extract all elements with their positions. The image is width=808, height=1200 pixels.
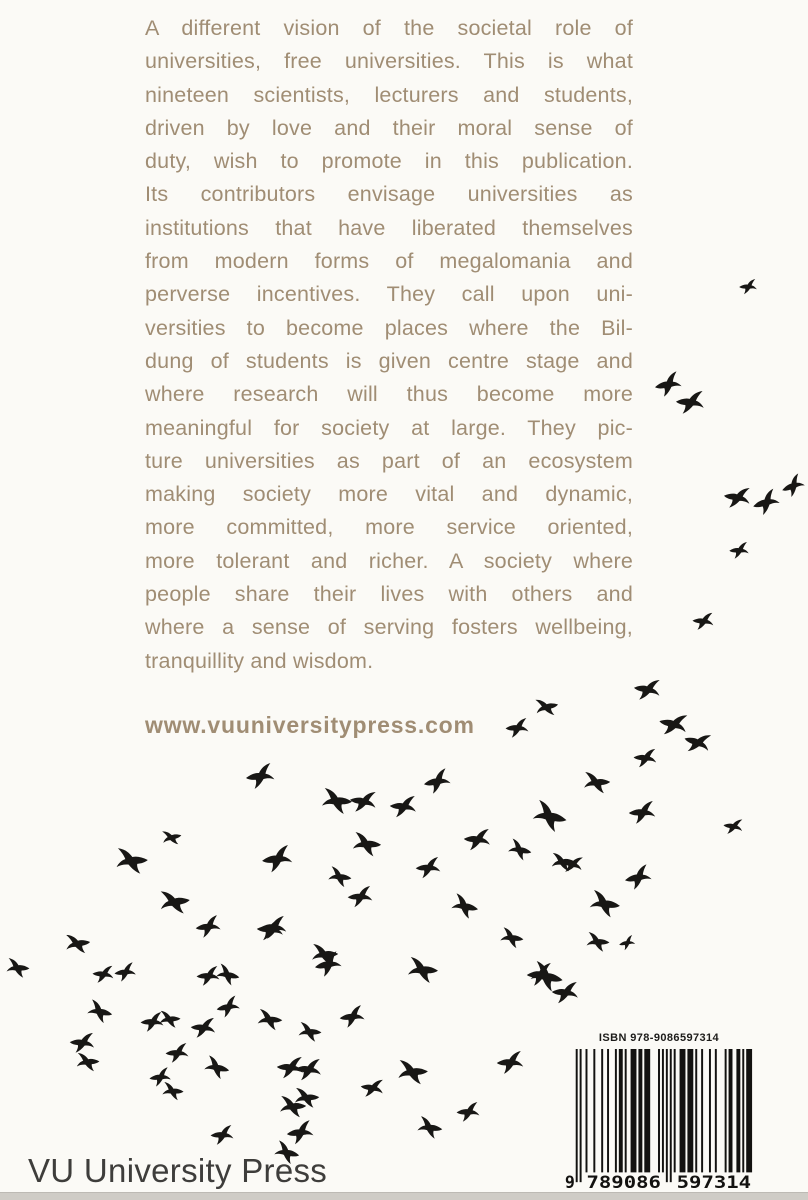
bird-silhouette-icon: [721, 816, 746, 837]
bird-silhouette-icon: [113, 845, 151, 877]
bird-silhouette-icon: [498, 927, 526, 950]
bird-silhouette-icon: [587, 890, 623, 920]
bird-silhouette-icon: [284, 1120, 316, 1147]
svg-text:9: 9: [564, 1173, 575, 1190]
isbn-label: ISBN 978-9086597314: [598, 1032, 720, 1044]
text-line: Its contributors envisage universities as: [145, 182, 633, 207]
bird-silhouette-icon: [201, 1055, 232, 1082]
bird-silhouette-icon: [292, 1057, 324, 1084]
text-line: people share their lives with others and: [145, 582, 633, 607]
bird-silhouette-icon: [679, 727, 715, 760]
bird-silhouette-icon: [387, 794, 419, 821]
bird-silhouette-icon: [673, 389, 707, 417]
svg-text:789086: 789086: [586, 1173, 661, 1190]
bird-silhouette-icon: [532, 694, 562, 721]
bird-silhouette-icon: [406, 957, 440, 984]
bird-silhouette-icon: [631, 747, 659, 770]
bird-silhouette-icon: [157, 1009, 183, 1030]
bird-silhouette-icon: [581, 770, 613, 797]
bird-silhouette-icon: [112, 962, 138, 983]
bird-silhouette-icon: [311, 951, 345, 980]
text-line: meaningful for society at large. They pic-: [145, 415, 633, 440]
text-line: versities to become places where the Bil-: [145, 315, 633, 340]
bird-silhouette-icon: [529, 799, 572, 836]
bird-silhouette-icon: [193, 915, 223, 940]
bird-silhouette-icon: [156, 887, 194, 920]
bird-silhouette-icon: [74, 1051, 102, 1074]
bird-silhouette-icon: [292, 1086, 322, 1111]
bird-silhouette-icon: [337, 1005, 367, 1030]
bird-silhouette-icon: [164, 1043, 190, 1064]
bird-silhouette-icon: [254, 917, 286, 944]
bird-silhouette-icon: [748, 488, 783, 519]
text-line: more tolerant and richer. A society where: [145, 548, 633, 573]
text-line: making society more vital and dynamic,: [145, 482, 633, 507]
bird-silhouette-icon: [585, 932, 611, 953]
text-line: dung of students is given centre stage and: [145, 348, 633, 373]
bird-silhouette-icon: [777, 472, 808, 500]
text-line: where research will thus become more: [145, 382, 633, 407]
text-line: driven by love and their moral sense of: [145, 115, 633, 140]
text-line: where a sense of serving fosters wellbeing,: [145, 615, 633, 640]
bird-silhouette-icon: [617, 934, 637, 951]
bird-silhouette-icon: [213, 994, 242, 1019]
bird-silhouette-icon: [621, 864, 655, 893]
publisher-website-url: www.vuuniversitypress.com: [145, 712, 475, 738]
bird-silhouette-icon: [414, 857, 442, 879]
bird-silhouette-icon: [346, 788, 380, 817]
page-bottom-edge: [0, 1192, 808, 1200]
bird-silhouette-icon: [256, 1009, 284, 1031]
bird-silhouette-icon: [161, 1082, 185, 1101]
text-line: A different vision of the societal role of: [145, 16, 633, 40]
bird-silhouette-icon: [630, 676, 664, 705]
text-line: duty, wish to promote in this publication.: [145, 149, 633, 174]
bird-silhouette-icon: [525, 963, 555, 987]
bird-silhouette-icon: [504, 718, 530, 739]
bird-silhouette-icon: [209, 1125, 235, 1146]
bird-silhouette-icon: [420, 768, 454, 797]
svg-text:597314: 597314: [676, 1173, 752, 1190]
bird-silhouette-icon: [738, 279, 758, 295]
bird-silhouette-icon: [213, 962, 242, 987]
text-line: institutions that have liberated themselves: [145, 215, 633, 240]
bird-silhouette-icon: [558, 853, 586, 878]
bird-silhouette-icon: [690, 611, 716, 632]
bird-silhouette-icon: [461, 827, 493, 854]
bird-silhouette-icon: [297, 1022, 323, 1043]
text-line: more committed, more service oriented,: [145, 515, 633, 540]
bird-silhouette-icon: [357, 1075, 386, 1100]
bird-silhouette-icon: [62, 931, 93, 958]
bird-silhouette-icon: [159, 827, 185, 850]
bird-silhouette-icon: [448, 893, 482, 922]
bird-silhouette-icon: [627, 801, 657, 825]
bird-silhouette-icon: [84, 999, 115, 1026]
bird-silhouette-icon: [455, 1102, 481, 1123]
bird-silhouette-icon: [5, 958, 31, 979]
bird-silhouette-icon: [728, 542, 750, 560]
bird-silhouette-icon: [188, 1016, 218, 1041]
publisher-name: VU University Press: [28, 1152, 328, 1189]
bird-silhouette-icon: [346, 886, 374, 908]
text-line: nineteen scientists, lecturers and students,: [145, 82, 633, 107]
bird-silhouette-icon: [351, 832, 383, 858]
bird-silhouette-icon: [495, 1051, 525, 1075]
text-line: ture universities as part of an ecosystem: [145, 448, 633, 473]
isbn-barcode: [562, 1049, 756, 1190]
bird-silhouette-icon: [395, 1058, 431, 1088]
text-line: universities, free universities. This is what: [145, 49, 633, 74]
text-line: perverse incentives. They call upon uni-: [145, 282, 633, 307]
text-line: from modern forms of megalomania and: [145, 249, 633, 274]
bird-silhouette-icon: [259, 845, 295, 875]
bird-silhouette-icon: [505, 837, 534, 862]
text-line: tranquillity and wisdom.: [145, 648, 374, 673]
bird-silhouette-icon: [243, 763, 277, 791]
bird-silhouette-icon: [415, 1116, 445, 1141]
